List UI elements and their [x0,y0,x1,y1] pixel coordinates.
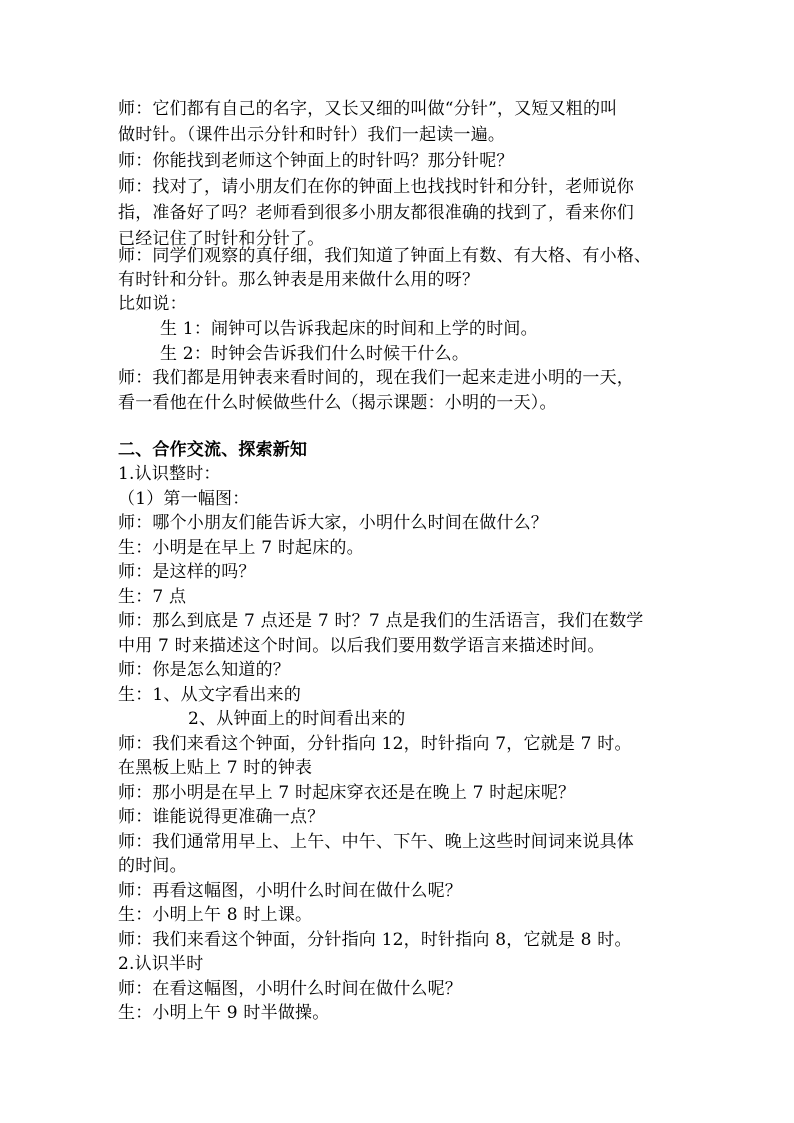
text-line: 师：它们都有自己的名字，又长又细的叫做“分针”，又短又粗的叫 [118,99,618,119]
text-line: 师：那小明是在早上 7 时起床穿衣还是在晚上 7 时起床呢？ [118,783,576,803]
text-line: 有时针和分针。那么钟表是用来做什么用的呀？ [118,270,480,290]
text-line: 生：7 点 [118,587,187,607]
text-line: 师：哪个小朋友们能告诉大家，小明什么时间在做什么？ [118,513,548,533]
text-line: 师：我们都是用钟表来看时间的，现在我们一起来走进小明的一天， [118,368,634,388]
text-line: 的时间。 [118,856,187,876]
text-line: 师：我们来看这个钟面，分针指向 12，时针指向 8，它就是 8 时。 [118,930,632,950]
text-line: 师：是这样的吗？ [118,562,256,582]
text-line: 师：找对了，请小朋友们在你的钟面上也找找时针和分针，老师说你 [118,177,634,197]
text-line: 师：你是怎么知道的？ [118,660,290,680]
text-line: 师：那么到底是 7 点还是 7 时？7 点是我们的生活语言，我们在数学 [118,611,644,631]
text-line: 看一看他在什么时候做些什么（揭示课题：小明的一天）。 [118,393,557,413]
text-line: 生：小明上午 8 时上课。 [118,905,313,925]
text-line: 中用 7 时来描述这个时间。以后我们要用数学语言来描述时间。 [118,636,605,656]
text-line: 2、从钟面上的时间看出来的 [188,709,406,729]
text-line: 师：同学们观察的真仔细，我们知道了钟面上有数、有大格、有小格、 [118,246,652,266]
subheading: （1）第一幅图： [118,489,250,509]
text-line: 已经记住了时针和分针了。 [118,229,325,249]
text-line: 做时针。（课件出示分针和时针）我们一起读一遍。 [118,125,506,145]
text-line: 师：我们来看这个钟面，分针指向 12，时针指向 7，它就是 7 时。 [118,734,632,754]
text-line: 师：在看这幅图，小明什么时间在做什么呢？ [118,979,462,999]
text-line: 指，准备好了吗？老师看到很多小朋友都很准确的找到了，看来你们 [118,203,634,223]
text-line: 生：1、从文字看出来的 [118,685,302,705]
text-line: 师：再看这幅图，小明什么时间在做什么呢？ [118,881,462,901]
text-line: 比如说： [118,294,187,314]
subheading: 1.认识整时： [118,464,221,484]
text-line: 在黑板上贴上 7 时的钟表 [118,758,313,778]
text-line: 师：谁能说得更准确一点？ [118,807,325,827]
text-line: 生：小明是在早上 7 时起床的。 [118,538,364,558]
text-line: 生 2：时钟会告诉我们什么时候干什么。 [160,344,470,364]
subheading: 2.认识半时 [118,954,204,974]
section-heading: 二、合作交流、探索新知 [118,440,308,460]
text-line: 师：你能找到老师这个钟面上的时针吗？那分针呢？ [118,151,514,171]
text-line: 师：我们通常用早上、上午、中午、下午、晚上这些时间词来说具体 [118,832,634,852]
text-line: 生：小明上午 9 时半做操。 [118,1003,330,1023]
text-line: 生 1：闹钟可以告诉我起床的时间和上学的时间。 [160,319,538,339]
